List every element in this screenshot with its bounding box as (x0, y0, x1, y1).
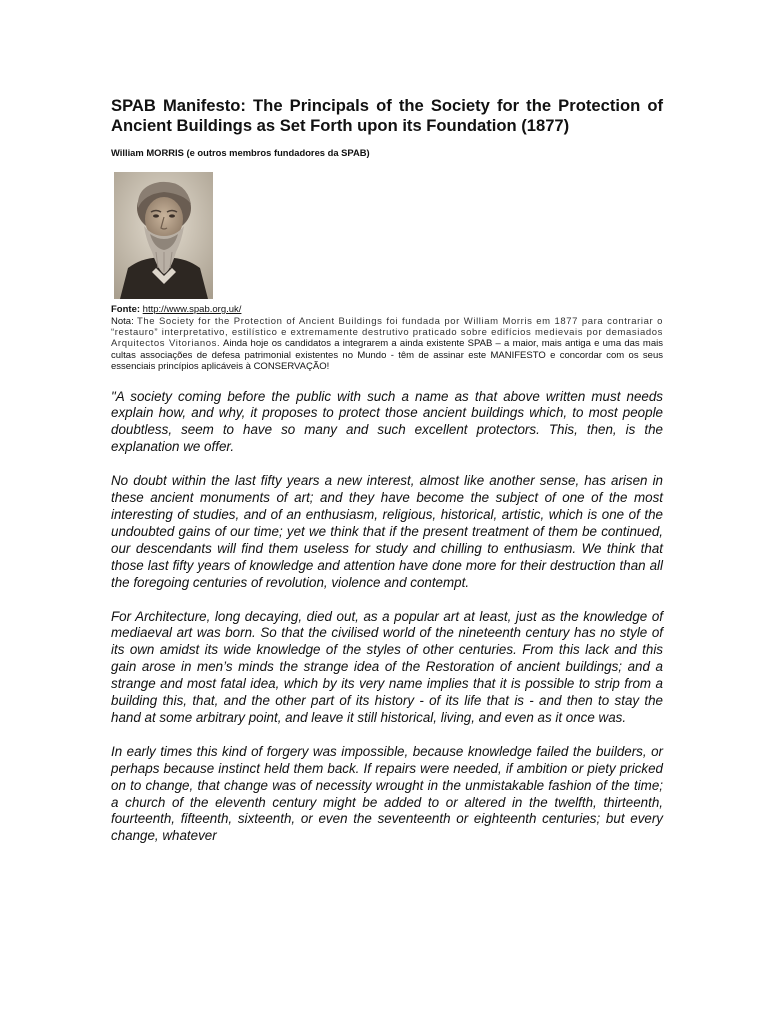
source-label: Fonte: (111, 304, 141, 315)
note-spaced-text: The Society for the Protection of Ancient Buildings foi fundada por William Morris em 1877 para contrariar o “restauro” interpretativo, estilístico e extremamente destrutivo praticado sobre edifícios medievais por demasiados Arquitectos Vitorianos. (111, 315, 663, 350)
body-paragraph: "A society coming before the public with such a name as that above written must needs explain how, and why, it proposes to protect those ancient buildings which, to most people doubtless, seem to have so many and such excellent protectors. This, then, is the explanation we offer. (111, 388, 663, 455)
portrait-photo (114, 172, 213, 299)
author-line: William MORRIS (e outros membros fundadores da SPAB) (111, 147, 370, 158)
portrait-image (114, 172, 213, 299)
note-block (111, 316, 663, 373)
body-paragraph: For Architecture, long decaying, died out, as a popular art at least, just as the knowledge of mediaeval art was born. So that the civilised world of the nineteenth century has no style of its own amidst its wide knowledge of the styles of other centuries. From this lack and this gain arose in men’s minds the strange idea of the Restoration of ancient buildings; and a strange and most fatal idea, which by its very name implies that it is possible to strip from a building this, that, and the other part of its history - of its life that is - and then to stay the hand at some arbitrary point, and leave it still historical, living, and even as it once was. (111, 608, 663, 725)
source-line (111, 304, 663, 316)
body-paragraph: In early times this kind of forgery was impossible, because knowledge failed the builders, or perhaps because instinct held them back. If repairs were needed, if ambition or piety pricked on to change, that change was of necessity wrought in the unmistakable fashion of the time; a church of the eleventh century might be added to or altered in the twelfth, thirteenth, fourteenth, fifteenth, sixteenth, or even the seventeenth or eighteenth centuries; but every change, whatever (111, 743, 663, 844)
note-label: Nota: (111, 315, 134, 327)
document-page (111, 96, 663, 845)
body-paragraph: No doubt within the last fifty years a new interest, almost like another sense, has arisen in these ancient monuments of art; and they have become the subject of one of the most interesting of studies, and of an enthusiasm, religious, historical, artistic, which is one of the undoubted gains of our time; yet we think that if the present treatment of them be continued, our descendants will find them useless for study and chilling to enthusiasm. We think that those last fifty years of knowledge and attention have done more for their destruction than all the foregoing centuries of revolution, violence and contempt. (111, 473, 663, 590)
document-title: SPAB Manifesto: The Principals of the Society for the Protection of Ancient Buildings as Set Forth upon its Foundation (1877) (111, 96, 663, 135)
source-link[interactable]: http://www.spab.org.uk/ (142, 304, 242, 315)
note-text: Ainda hoje os candidatos a integrarem a ainda existente SPAB – a maior, mais antiga e uma das mais cultas associações de defesa patrimonial existentes no Mundo - têm de assinar este MANIFESTO e concordar com os seus essenciais princípios aplicáveis à CONSERVAÇÃO! (111, 338, 663, 373)
